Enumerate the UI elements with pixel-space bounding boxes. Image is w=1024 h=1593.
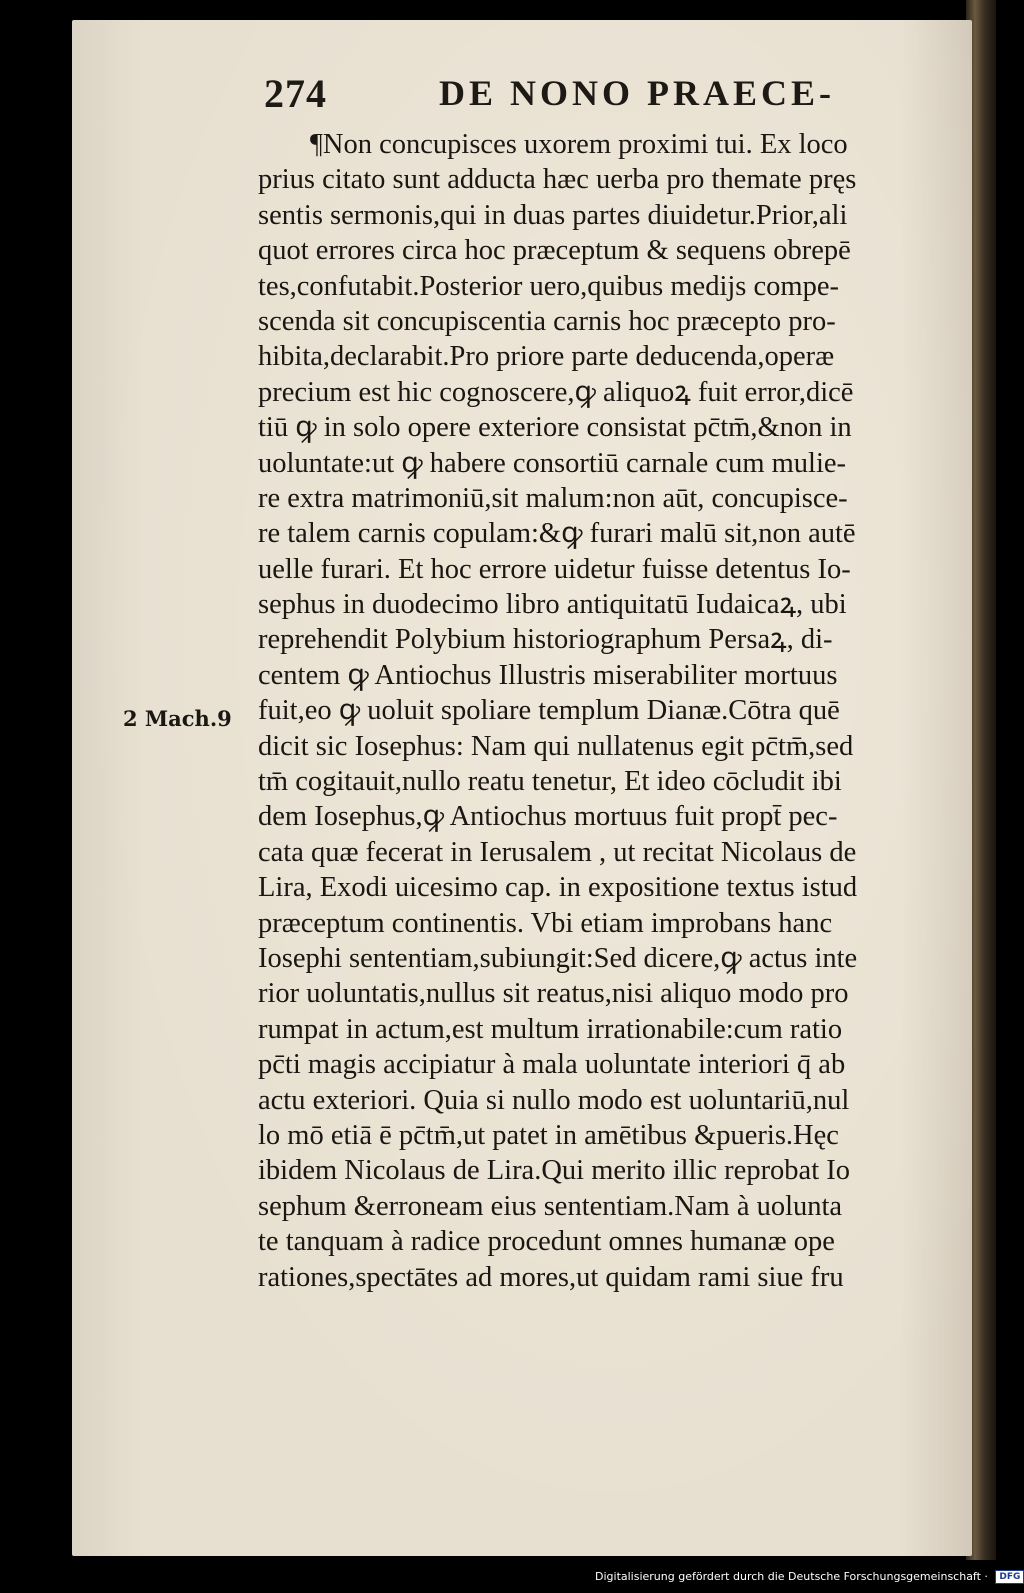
text-line: rior uoluntatis,nullus sit reatus,nisi aliquo modo pro: [258, 978, 849, 1010]
text-line: uoluntate:ut ꝙ habere consortiū carnale cum mulie-: [258, 447, 847, 479]
text-line: sephus in duodecimo libro antiquitatū Iudaicaꝝ, ubi: [258, 589, 847, 621]
text-line: ibidem Nicolaus de Lira.Qui merito illic reprobat Io: [258, 1155, 850, 1187]
text-line: prius citato sunt adducta hæc uerba pro themate pręs: [258, 164, 857, 196]
text-line: sephum &erroneam eius sententiam.Nam à uolunta: [258, 1190, 843, 1222]
text-line: dem Iosephus,ꝙ Antiochus mortuus fuit propt̄ pec-: [258, 801, 838, 833]
text-line: tiū ꝙ in solo opere exteriore consistat pc̄tm̄,&non in: [258, 412, 852, 444]
text-line: ¶Non concupisces uxorem proximi tui. Ex loco: [310, 129, 848, 160]
text-line: hibita,declarabit.Pro priore parte deducenda,operæ: [258, 341, 835, 373]
text-line: tm̄ cogitauit,nullo reatu tenetur, Et ideo cōcludit ibi: [258, 766, 842, 798]
text-line: sentis sermonis,qui in duas partes diuidetur.Prior,ali: [258, 199, 848, 231]
text-line: re extra matrimoniū,sit malum:non aūt, concupisce-: [258, 482, 848, 514]
text-line: cata quæ fecerat in Ierusalem , ut recitat Nicolaus de: [258, 836, 857, 868]
text-line: rationes,spectātes ad mores,ut quidam rami siue fru: [258, 1261, 844, 1293]
text-line: centem ꝙ Antiochus Illustris miserabiliter mortuus: [258, 659, 838, 691]
text-line: te tanquam à radice procedunt omnes humanæ ope: [258, 1226, 835, 1258]
text-line: fuit,eo ꝙ uoluit spoliare templum Dianæ.Cōtra quē: [258, 695, 840, 727]
text-line: Iosephi sententiam,subiungit:Sed dicere,ꝙ actus inte: [258, 942, 858, 974]
text-line: quot errores circa hoc præceptum & sequens obrepē: [258, 235, 851, 267]
body-text: [258, 127, 968, 1295]
credit-text: Digitalisierung gefördert durch die Deutsche Forschungsgemeinschaft ·: [595, 1570, 988, 1583]
text-line: re talem carnis copulam:&ꝙ furari malū sit,non autē: [258, 518, 856, 550]
dfg-logo: DFG: [995, 1570, 1024, 1584]
marginal-note: 2 Mach.9: [123, 706, 232, 731]
running-title: DE NONO PRAECE-: [439, 73, 836, 113]
text-line: tes,confutabit.Posterior uero,quibus medijs compe-: [258, 270, 839, 302]
text-line: Lira, Exodi uicesimo cap. in expositione textus istud: [258, 872, 858, 904]
text-line: lo mō etiā ē pc̄tm̄,ut patet in amētibus &pueris.Hęc: [258, 1119, 839, 1151]
text-line: uelle furari. Et hoc errore uidetur fuisse detentus Io-: [258, 553, 851, 585]
text-line: præceptum continentis. Vbi etiam improbans hanc: [258, 907, 833, 939]
text-line: pc̄ti magis accipiatur à mala uoluntate interiori q̄ ab: [258, 1049, 846, 1081]
page-number: 274: [264, 71, 327, 116]
digitization-credit: [595, 1570, 1024, 1584]
text-line: precium est hic cognoscere,ꝙ aliquoꝝ fuit error,dicē: [258, 376, 854, 408]
text-line: actu exteriori. Quia si nullo modo est uoluntariū,nul: [258, 1084, 850, 1116]
text-line: scenda sit concupiscentia carnis hoc præcepto pro-: [258, 305, 836, 337]
text-line: dicit sic Iosephus: Nam qui nullatenus egit pc̄tm̄,sed: [258, 730, 854, 762]
page-header: [264, 70, 884, 120]
text-line: reprehendit Polybium historiographum Persaꝝ, di-: [258, 624, 833, 656]
text-line: rumpat in actum,est multum irrationabile:cum ratio: [258, 1013, 843, 1045]
